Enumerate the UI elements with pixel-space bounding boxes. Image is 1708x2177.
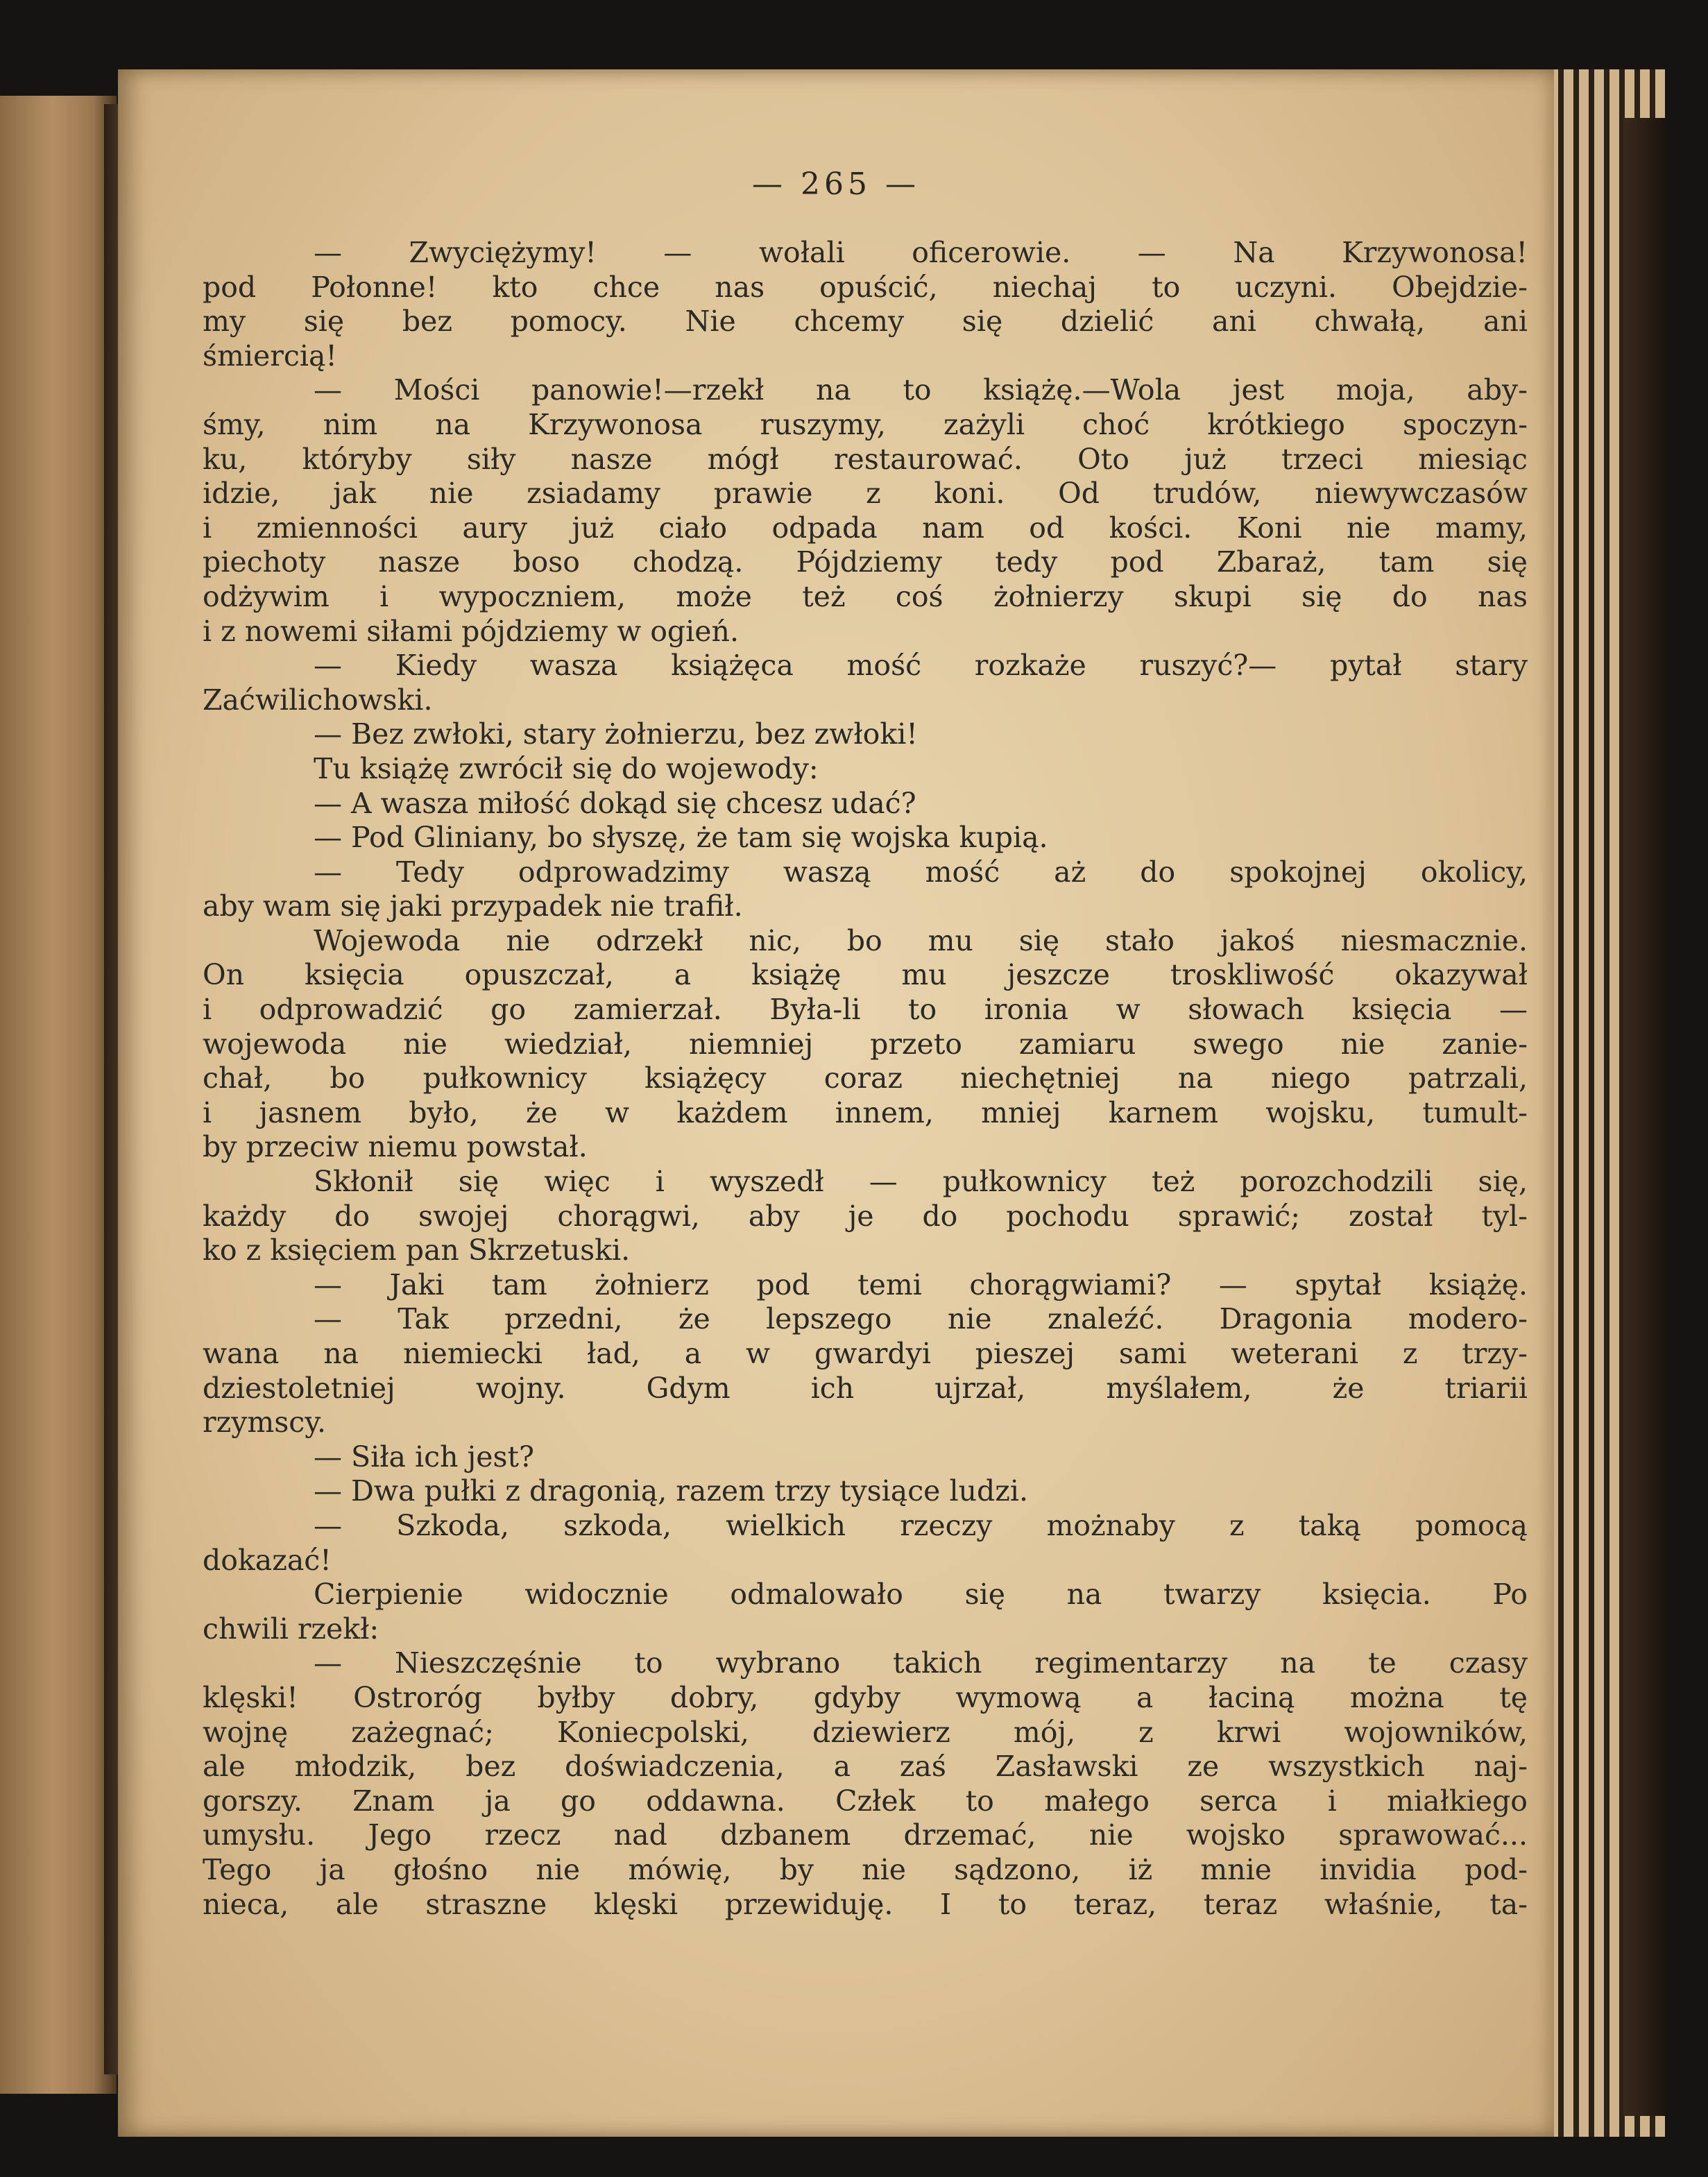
text-line: On księcia opuszczał, a książę mu jeszcze troskliwość okazywał — [203, 958, 1528, 992]
text-line: śmy, nim na Krzywonosa ruszymy, zażyli choć krótkiego spoczyn- — [203, 407, 1528, 441]
text-line: Zaćwilichowski. — [203, 683, 433, 717]
text-line: każdy do swojej chorągwi, aby je do pochodu sprawić; został tyl- — [203, 1199, 1528, 1233]
text-line: ko z księciem pan Skrzetuski. — [203, 1233, 631, 1267]
text-line: śmiercią! — [203, 339, 337, 373]
text-line: i z nowemi siłami pójdziemy w ogień. — [203, 614, 739, 648]
text-line: — Bez zwłoki, stary żołnierzu, bez zwłoki! — [314, 717, 918, 751]
text-line: Tego ja głośno nie mówię, by nie sądzono, iż mnie invidia pod- — [203, 1852, 1528, 1886]
text-line: umysłu. Jego rzecz nad dzbanem drzemać, nie wojsko sprawować... — [203, 1818, 1528, 1852]
text-line: ku, któryby siły nasze mógł restaurować. Oto już trzeci miesiąc — [203, 442, 1528, 476]
text-line: i zmienności aury już ciało odpada nam od kości. Koni nie mamy, — [203, 511, 1528, 545]
book-cover-edge — [1623, 118, 1665, 2116]
text-line: Cierpienie widocznie odmalowało się na twarzy księcia. Po — [314, 1578, 1528, 1612]
text-line: i odprowadzić go zamierzał. Była-li to ironia w słowach księcia — — [203, 993, 1528, 1027]
text-line: my się bez pomocy. Nie chcemy się dzielić ani chwałą, ani — [203, 305, 1528, 339]
text-line: chwili rzekł: — [203, 1612, 379, 1646]
text-line: aby wam się jaki przypadek nie trafił. — [203, 889, 743, 923]
text-line: by przeciw niemu powstał. — [203, 1130, 588, 1164]
text-line: — Kiedy wasza książęca mość rozkaże ruszyć?— pytał stary — [314, 649, 1528, 683]
text-line: klęski! Ostroróg byłby dobry, gdyby wymową a łaciną można tę — [203, 1680, 1528, 1714]
text-line: piechoty nasze boso chodzą. Pójdziemy tedy pod Zbaraż, tam się — [203, 545, 1528, 579]
text-line: wana na niemiecki ład, a w gwardyi pieszej sami weterani z trzy- — [203, 1337, 1528, 1370]
text-line: — Pod Gliniany, bo słyszę, że tam się wojska kupią. — [314, 821, 1048, 855]
text-line: ale młodzik, bez doświadczenia, a zaś Zasławski ze wszystkich naj- — [203, 1750, 1528, 1784]
text-line: pod Połonne! kto chce nas opuścić, niechaj to uczyni. Obejdzie- — [203, 270, 1528, 304]
text-line: — A wasza miłość dokąd się chcesz udać? — [314, 786, 916, 820]
page-number: — 265 — — [752, 167, 920, 202]
text-line: — Mości panowie!—rzekł na to książę.—Wola jest moja, aby- — [314, 373, 1528, 407]
text-line: nieca, ale straszne klęski przewiduję. I to teraz, teraz właśnie, ta- — [203, 1887, 1528, 1921]
book-page — [118, 69, 1554, 2137]
text-line: idzie, jak nie zsiadamy prawie z koni. Od trudów, niewywczasów — [203, 477, 1528, 511]
text-line: wojewoda nie wiedział, niemniej przeto zamiaru swego nie zanie- — [203, 1027, 1528, 1061]
text-line: — Szkoda, szkoda, wielkich rzeczy możnaby z taką pomocą — [314, 1508, 1528, 1542]
text-line: rzymscy. — [203, 1406, 326, 1440]
text-line: Skłonił się więc i wyszedł — pułkownicy też porozchodzili się, — [314, 1165, 1528, 1199]
text-line: dokazać! — [203, 1543, 332, 1577]
text-line: — Jaki tam żołnierz pod temi chorągwiami? — spytał książę. — [314, 1267, 1528, 1301]
text-line: chał, bo pułkownicy książęcy coraz niechętniej na niego patrzali, — [203, 1061, 1528, 1095]
text-line: Tu książę zwrócił się do wojewody: — [314, 751, 819, 785]
text-line: dziestoletniej wojny. Gdym ich ujrzał, myślałem, że triarii — [203, 1371, 1528, 1405]
text-line: — Siła ich jest? — [314, 1440, 534, 1474]
text-line: — Tedy odprowadzimy waszą mość aż do spokojnej okolicy, — [314, 855, 1528, 889]
text-line: — Dwa pułki z dragonią, razem trzy tysiące ludzi. — [314, 1474, 1028, 1508]
text-line: — Tak przedni, że lepszego nie znaleźć. Dragonia modero- — [314, 1302, 1528, 1336]
text-line: — Zwyciężymy! — wołali oficerowie. — Na Krzywonosa! — [314, 236, 1528, 269]
text-line: i jasnem było, że w każdem innem, mniej karnem wojsku, tumult- — [203, 1095, 1528, 1129]
body-text — [203, 236, 1528, 1922]
text-line: Wojewoda nie odrzekł nic, bo mu się stało jakoś niesmacznie. — [314, 923, 1528, 957]
left-page-edge — [0, 96, 117, 2094]
text-line: gorszy. Znam ja go oddawna. Człek to małego serca i miałkiego — [203, 1784, 1528, 1818]
text-line: wojnę zażegnać; Koniecpolski, dziewierz mój, z krwi wojowników, — [203, 1715, 1528, 1749]
text-line: — Nieszczęśnie to wybrano takich regimentarzy na te czasy — [314, 1646, 1528, 1680]
text-line: odżywim i wypoczniem, może też coś żołnierzy skupi się do nas — [203, 579, 1528, 613]
